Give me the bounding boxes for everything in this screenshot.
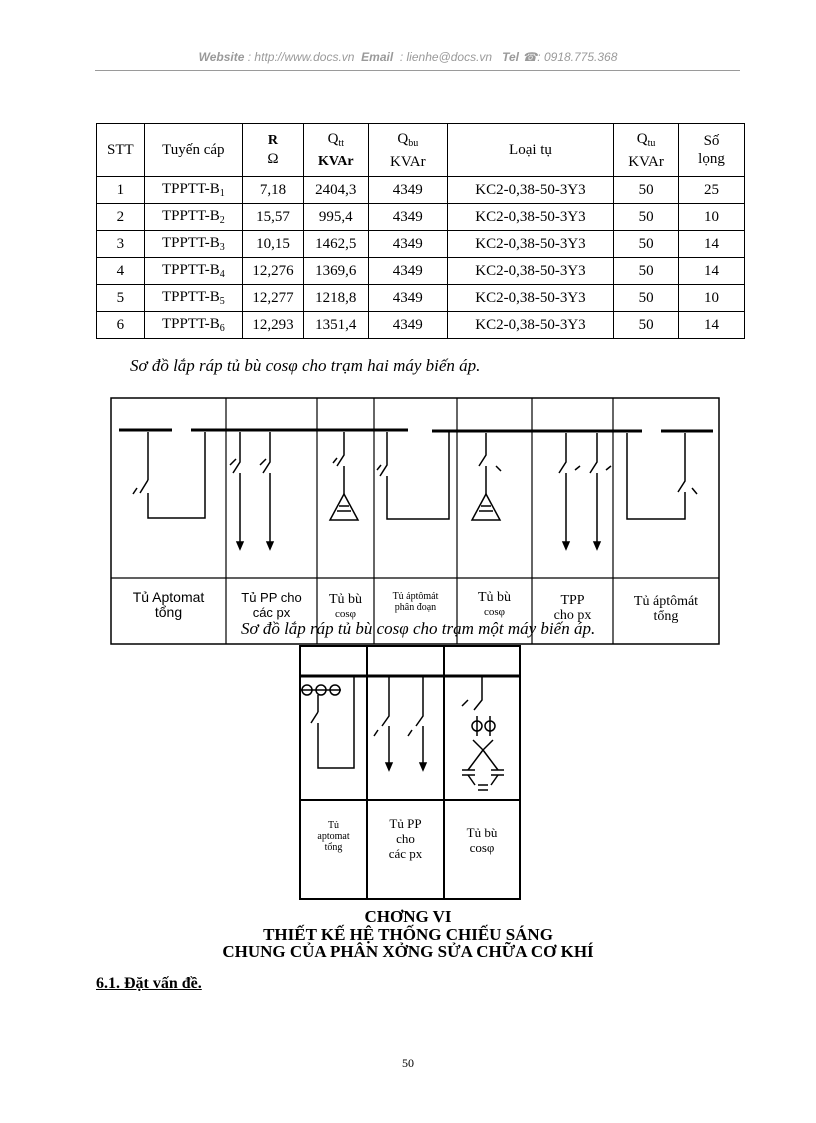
cell-sl: 14 [679,231,745,258]
cell-stt: 6 [97,312,145,339]
col-header-stt: STT [97,124,145,177]
cell-qtt: 1462,5 [303,231,368,258]
cell-stt: 4 [97,258,145,285]
cell-r: 15,57 [243,204,304,231]
cell-qbu: 4349 [368,231,447,258]
cell-qbu: 4349 [368,312,447,339]
r-unit: Ω [267,151,279,167]
cell-loai: KC2-0,38-50-3Y3 [447,312,613,339]
cell-loai: KC2-0,38-50-3Y3 [447,231,613,258]
cell-loai: KC2-0,38-50-3Y3 [447,285,613,312]
tel-label: Tel [502,50,519,64]
section-heading: 6.1. Đặt vấn đề. [96,975,202,992]
cell-sl: 25 [679,177,745,204]
email-address[interactable]: : lienhe@docs.vn [399,50,493,64]
page-number: 50 [402,1056,414,1070]
r-symbol: R [267,133,278,148]
chapter-number: CHƠNG VI [364,907,452,926]
cell-r: 10,15 [243,231,304,258]
cell-qtt: 1369,6 [303,258,368,285]
cell-qtt: 1351,4 [303,312,368,339]
cell-qtt: 2404,3 [303,177,368,204]
d2-label-aptomat-tong: Tủ aptomat tổng [317,820,350,853]
qtt-symbol: $Q_{tt}$ [327,130,344,149]
cell-qtu: 50 [614,312,679,339]
cell-stt: 3 [97,231,145,258]
d2-label-bu: Tủ bù cosφ [466,825,498,855]
col-header-so-luong: Số lọng [679,124,745,177]
d2-label-pp: Tủ PP cho các px [388,816,423,861]
cell-qbu: 4349 [368,177,447,204]
qtt-unit: KVAr [318,153,354,169]
cell-qbu: 4349 [368,258,447,285]
d1-label-phan-doan: Tủ áptômát phân đoạn [392,591,439,613]
cell-tuyen: TPPTT-$B_5$ [144,285,242,312]
col-header-loai-tu: Loại tụ [447,124,613,177]
cell-r: 12,293 [243,312,304,339]
cell-loai: KC2-0,38-50-3Y3 [447,177,613,204]
cell-qtu: 50 [614,231,679,258]
website-url[interactable]: : http://www.docs.vn [247,50,355,64]
cell-r: 7,18 [243,177,304,204]
cell-qtu: 50 [614,258,679,285]
email-label: Email [361,50,394,64]
cell-tuyen: TPPTT-$B_3$ [144,231,242,258]
cell-r: 12,277 [243,285,304,312]
cell-stt: 1 [97,177,145,204]
cell-tuyen: TPPTT-$B_1$ [144,177,242,204]
qtu-unit: KVAr [628,153,664,170]
cell-qtu: 50 [614,285,679,312]
d1-label-bu-2: Tủ bù cosφ [477,590,512,618]
cell-sl: 10 [679,204,745,231]
qtu-symbol: $Q_{tu}$ [636,130,656,149]
qbu-unit: KVAr [390,153,426,170]
cell-tuyen: TPPTT-$B_6$ [144,312,242,339]
cell-qtt: 995,4 [303,204,368,231]
cell-loai: KC2-0,38-50-3Y3 [447,204,613,231]
diagram2-caption: Sơ đồ lắp ráp tủ bù cosφ cho trạm một máy biến áp. [241,619,596,638]
phone-icon: ☎ [522,50,538,64]
d1-label-tpp: TPP cho px [553,593,592,623]
cell-qbu: 4349 [368,204,447,231]
d1-label-aptomat-tong-2: Tủ áptômát tổng [633,594,699,624]
cell-qtu: 50 [614,177,679,204]
cell-sl: 10 [679,285,745,312]
cell-tuyen: TPPTT-$B_4$ [144,258,242,285]
cell-r: 12,276 [243,258,304,285]
chapter-title-line1: THIẾT KẾ HỆ THỐNG CHIẾU SÁNG [263,925,553,944]
cell-qbu: 4349 [368,285,447,312]
col-header-tuyen-cap: Tuyến cáp [144,124,242,177]
website-label: Website [198,50,245,64]
d1-label-aptomat-tong: Tủ Aptomat tổng [132,589,205,620]
d1-label-bu-1: Tủ bù cosφ [328,592,363,620]
cell-sl: 14 [679,258,745,285]
cell-stt: 2 [97,204,145,231]
tel-number: : 0918.775.368 [537,50,618,64]
cell-qtt: 1218,8 [303,285,368,312]
diagram1-caption: Sơ đồ lắp ráp tủ bù cosφ cho trạm hai máy biến áp. [130,356,481,375]
d1-label-pp: Tủ PP cho các px [241,590,302,620]
cell-qtu: 50 [614,204,679,231]
chapter-title-line2: CHUNG CỦA PHÂN XỞNG SỬA CHỮA CƠ KHÍ [222,942,594,961]
cell-stt: 5 [97,285,145,312]
cell-tuyen: TPPTT-$B_2$ [144,204,242,231]
cell-sl: 14 [679,312,745,339]
qbu-symbol: $Q_{bu}$ [397,130,419,149]
cell-loai: KC2-0,38-50-3Y3 [447,258,613,285]
